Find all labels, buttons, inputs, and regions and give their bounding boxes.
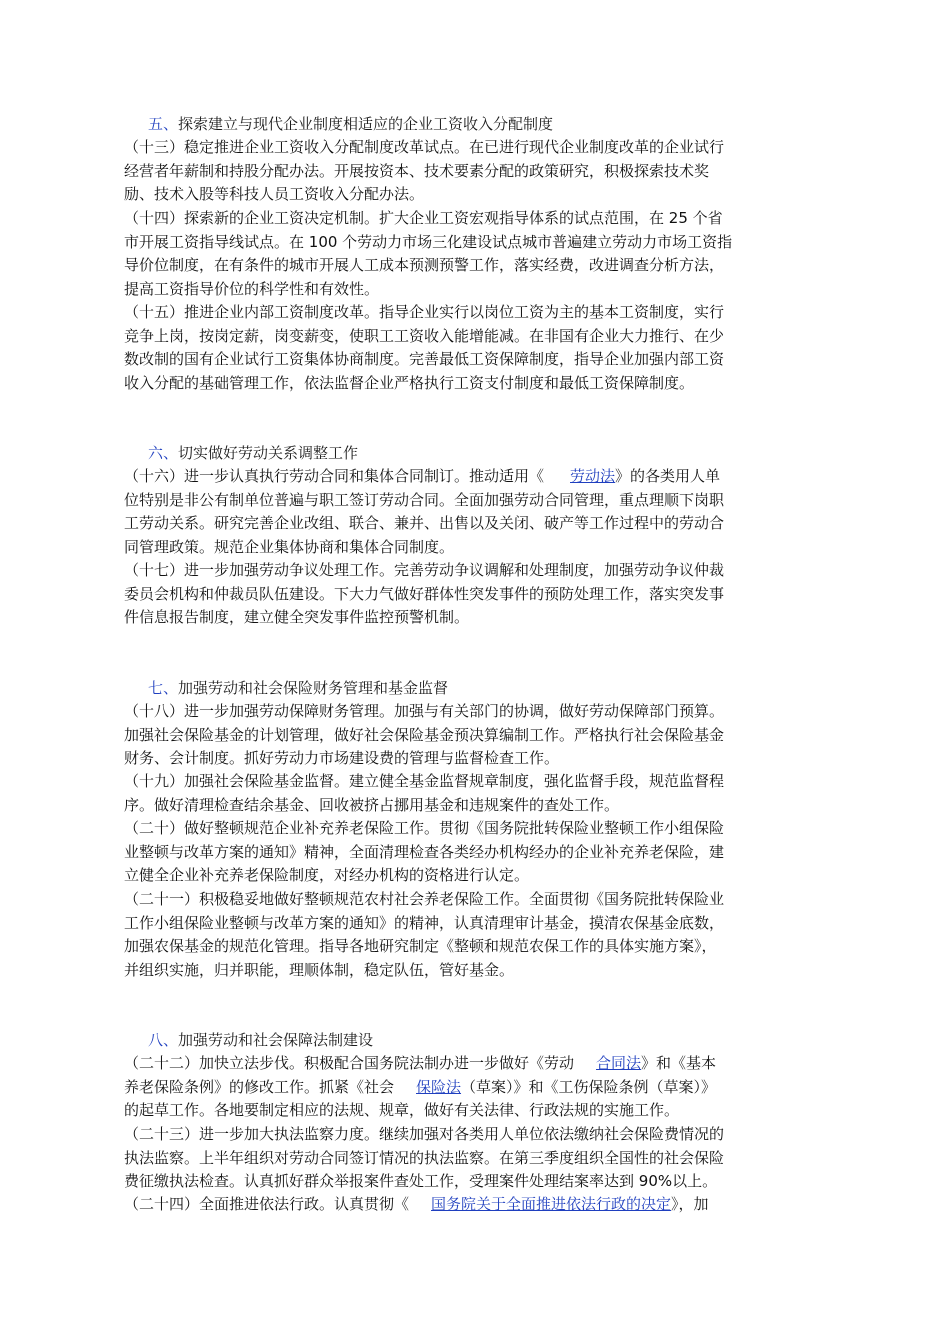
text-line: （二十三）进一步加大执法监察力度。继续加强对各类用人单位依法缴纳社会保险费情况的	[124, 1125, 725, 1143]
paragraph-24	[124, 1193, 836, 1217]
text-line: 加强农保基金的规范化管理。指导各地研究制定《整顿和规范农保工作的具体实施方案》，	[124, 937, 717, 956]
text-line	[124, 1052, 836, 1076]
paragraph-14	[124, 207, 836, 301]
text-line: 导价位制度，在有条件的城市开展人工成本预测预警工作，落实经费，改进调查分析方法，	[124, 256, 725, 275]
text-line: 位特别是非公有制单位普遍与职工签订劳动合同。全面加强劳动合同管理，重点理顺下岗职	[124, 490, 725, 509]
text-run: 》和《基本	[641, 1054, 717, 1072]
text-line: 工作小组保险业整顿与改革方案的通知》的精神，认真清理审计基金，摸清农保基金底数，	[124, 913, 725, 932]
section-title: 加强劳动和社会保障法制建设	[178, 1031, 374, 1049]
text-run: 》，加	[671, 1195, 709, 1213]
text-line: 委员会机构和仲裁员队伍建设。下大力气做好群体性突发事件的预防处理工作，落实突发事	[124, 584, 725, 603]
text-line: 竞争上岗，按岗定薪，岗变薪变，使职工工资收入能增能减。在非国有企业大力推行、在少	[124, 326, 725, 345]
section-number: 六、	[148, 444, 179, 462]
paragraph-23	[124, 1123, 836, 1194]
text-run: （二十四）全面推进依法行政。认真贯彻《	[124, 1195, 410, 1213]
text-line: （十四）探索新的企业工资决定机制。扩大企业工资宏观指导体系的试点范围，在 25 个省	[124, 209, 723, 227]
section-title: 探索建立与现代企业制度相适应的企业工资收入分配制度	[178, 115, 554, 133]
text-line	[124, 465, 836, 489]
paragraph-20	[124, 817, 836, 888]
text-line	[124, 1193, 836, 1217]
section-title: 加强劳动和社会保险财务管理和基金监督	[178, 679, 449, 697]
insurance-law-link[interactable]: 保险法	[416, 1077, 462, 1096]
text-line: 执法监察。上半年组织对劳动合同签订情况的执法监察。在第三季度组织全国性的社会保险	[124, 1148, 725, 1167]
text-line	[124, 1076, 836, 1100]
paragraph-15	[124, 301, 836, 395]
text-line: （十七）进一步加强劳动争议处理工作。完善劳动争议调解和处理制度，加强劳动争议仲裁	[124, 561, 725, 579]
paragraph-16	[124, 465, 836, 559]
section-heading-8	[148, 1028, 373, 1052]
paragraph-22	[124, 1052, 836, 1123]
text-line: 的起草工作。各地要制定相应的法规、规章，做好有关法律、行政法规的实施工作。	[124, 1101, 680, 1120]
text-run: 养老保险条例》的修改工作。抓紧《社会	[124, 1077, 395, 1096]
text-line: （十三）稳定推进企业工资收入分配制度改革试点。在已进行现代企业制度改革的企业试行	[124, 138, 725, 156]
text-line: 财务、会计制度。抓好劳动力市场建设费的管理与监督检查工作。	[124, 749, 560, 768]
text-line: 工劳动关系。研究完善企业改组、联合、兼并、出售以及关闭、破产等工作过程中的劳动合	[124, 514, 725, 533]
section-number: 七、	[148, 679, 179, 697]
paragraph-17	[124, 559, 836, 630]
text-line: 加强社会保险基金的计划管理，做好社会保险基金预决算编制工作。严格执行社会保险基金	[124, 725, 725, 744]
text-line: 收入分配的基础管理工作，依法监督企业严格执行工资支付制度和最低工资保障制度。	[124, 373, 695, 392]
section-title: 切实做好劳动关系调整工作	[178, 444, 359, 462]
labor-law-link[interactable]: 劳动法	[570, 467, 616, 485]
text-line: 序。做好清理检查结余基金、回收被挤占挪用基金和违规案件的查处工作。	[124, 795, 620, 814]
text-run: （二十二）加快立法步伐。积极配合国务院法制办进一步做好《劳动	[124, 1054, 575, 1072]
paragraph-19	[124, 770, 836, 817]
text-line: 励、技术入股等科技人员工资收入分配办法。	[124, 185, 425, 204]
section-heading-7	[148, 676, 448, 700]
section-number: 八、	[148, 1031, 179, 1049]
administration-decision-link[interactable]: 国务院关于全面推进依法行政的决定	[431, 1195, 672, 1213]
paragraph-18	[124, 700, 836, 771]
contract-law-link[interactable]: 合同法	[596, 1054, 642, 1072]
text-line: 同管理政策。规范企业集体协商和集体合同制度。	[124, 537, 455, 556]
text-line: 数改制的国有企业试行工资集体协商制度。完善最低工资保障制度，指导企业加强内部工资	[124, 350, 725, 369]
text-line: 并组织实施，归并职能，理顺体制，稳定队伍，管好基金。	[124, 960, 515, 979]
section-number: 五、	[148, 115, 179, 133]
text-line: 立健全企业补充养老保险制度，对经办机构的资格进行认定。	[124, 866, 530, 885]
section-heading-5	[148, 112, 553, 136]
section-heading-6	[148, 441, 358, 465]
text-line: （二十一）积极稳妥地做好整顿规范农村社会养老保险工作。全面贯彻《国务院批转保险业	[124, 890, 725, 908]
paragraph-21	[124, 888, 836, 982]
text-line: （二十）做好整顿规范企业补充养老保险工作。贯彻《国务院批转保险业整顿工作小组保险	[124, 819, 725, 837]
text-run: 》的各类用人单	[615, 467, 721, 485]
paragraph-13	[124, 136, 836, 207]
text-line: （十五）推进企业内部工资制度改革。指导企业实行以岗位工资为主的基本工资制度，实行	[124, 303, 725, 321]
text-line: 市开展工资指导线试点。在 100 个劳动力市场三化建设试点城市普遍建立劳动力市场工资指	[124, 232, 733, 251]
text-line: （十九）加强社会保险基金监督。建立健全基金监督规章制度，强化监督手段，规范监督程	[124, 772, 725, 790]
text-line: 经营者年薪制和持股分配办法。开展按资本、技术要素分配的政策研究，积极探索技术奖	[124, 161, 710, 180]
text-line: （十八）进一步加强劳动保障财务管理。加强与有关部门的协调，做好劳动保障部门预算。	[124, 702, 725, 720]
text-line: 提高工资指导价位的科学性和有效性。	[124, 279, 380, 298]
text-run: （十六）进一步认真执行劳动合同和集体合同制订。推动适用《	[124, 467, 545, 485]
text-line: 费征缴执法检查。认真抓好群众举报案件查处工作，受理案件处理结案率达到 90%以上。	[124, 1172, 718, 1191]
text-line: 件信息报告制度，建立健全突发事件监控预警机制。	[124, 608, 470, 627]
text-run: （草案）》和《工伤保险条例（草案）》	[461, 1077, 717, 1096]
text-line: 业整顿与改革方案的通知》精神，全面清理检查各类经办机构经办的企业补充养老保险，建	[124, 842, 725, 861]
